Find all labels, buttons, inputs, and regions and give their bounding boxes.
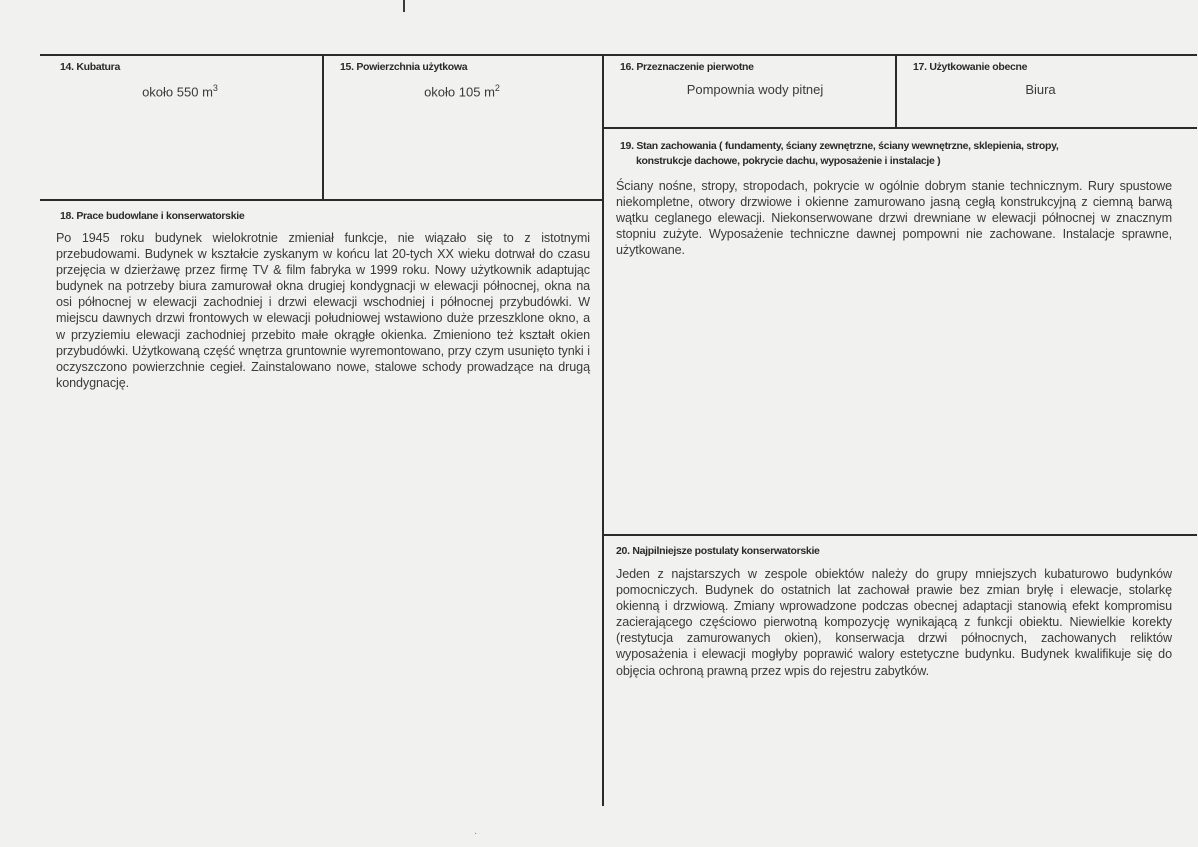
field-18-text: Po 1945 roku budynek wielokrotnie zmieniał funkcje, nie wiązało się to z istotnymi przebudowami. Budynek w kształcie zyskanym w końcu lat 20-tych XX wieku dotrwał do czasu przejęcia w dzierżawę przez firmę TV & film fabryka w 1999 roku. Nowy użytkownik adaptując budynek na potrzeby biura zamurował okna drugiej kondygnacji w elewacji północnej, okna na osi północnej w elewacji zachodniej i drzwi elewacji wschodniej i północnej przybudówki. W miejscu dawnych drzwi frontowych w elewacji południowej wstawiono duże przeszklone okno, a w przyziemiu elewacji zachodniej przebito małe okrągłe okienka. Zmieniono też kształt okien przybudówki. Użytkowaną część wnętrza gruntownie wyremontowano, przy czym usunięto tynki i oczyszczono powierzchnie cegieł. Zainstalowano nowe, stalowe schody prowadzące na drugą kondygnację. — [56, 231, 590, 390]
field-20-label: 20. Najpilniejsze postulaty konserwatorskie — [616, 545, 820, 557]
field-19-text: Ściany nośne, stropy, stropodach, pokrycie w ogólnie dobrym stanie technicznym. Rury spustowe niekompletne, otwory drzwiowe i okienne zamurowano jasną cegłą konstrukcyjną z ciemną barwą wątku ceglanego elewacji. Niekonserwowane drzwi drewniane w elewacji północnej w znacznym stopniu zużyte. Wyposażenie techniczne dawnej pompowni nie zachowane. Instalacje sprawne, użytkowane. — [616, 179, 1172, 258]
field-15-value — [340, 83, 584, 99]
field-19-label-line2: konstrukcje dachowe, pokrycie dachu, wyposażenie i instalacje ) — [636, 155, 941, 167]
field-14-value-text: około 550 m — [142, 84, 213, 100]
field-16-value: Pompownia wody pitnej — [686, 82, 824, 97]
field-17-label: 17. Użytkowanie obecne — [913, 61, 1028, 73]
divider-main-column — [602, 54, 604, 806]
field-15-value-text: około 105 m — [424, 84, 495, 100]
field-18-label: 18. Prace budowlane i konserwatorskie — [60, 210, 245, 222]
divider-16-17 — [895, 54, 897, 128]
scan-edge-mark — [403, 0, 405, 12]
field-15-label: 15. Powierzchnia użytkowa — [340, 61, 468, 73]
divider-above-20 — [603, 534, 1197, 536]
divider-under-16-17 — [603, 127, 1197, 129]
divider-under-14-15 — [40, 199, 603, 201]
field-16-label: 16. Przeznaczenie pierwotne — [620, 61, 754, 73]
field-19-label-line1: 19. Stan zachowania ( fundamenty, ściany zewnętrzne, ściany wewnętrzne, sklepienia, stropy, — [620, 140, 1059, 152]
scan-speck: · — [474, 828, 478, 839]
field-20-text: Jeden z najstarszych w zespole obiektów należy do grupy mniejszych kubaturowo budynków pomocniczych. Budynek do ostatnich lat zachował prawie bez zmian bryłę i elewacje, stolarkę okienną i drzwiową. Zmiany wprowadzone podczas obecnej adaptacji stanowią efekt kompromisu zacierającego częściowo pierwotną kompozycję wynikającą z funkcji obiektu. Niewielkie korekty (restytucja zamurowanych okien), konserwacja drzwi północnych, zachowanych reliktów wyposażenia i elewacji mogłyby poprawić walory estetyczne budynku. Budynek kwalifikuje się do objęcia ochroną prawną przez wpis do rejestru zabytków. — [616, 567, 1172, 678]
field-14-unit-exponent: 3 — [212, 83, 218, 93]
field-17-value: Biura — [1025, 82, 1056, 97]
divider-14-15 — [322, 54, 324, 200]
field-14-label: 14. Kubatura — [60, 61, 120, 73]
field-15-unit-exponent: 2 — [494, 83, 500, 93]
field-14-value — [60, 83, 300, 99]
form-top-border — [40, 54, 1197, 56]
